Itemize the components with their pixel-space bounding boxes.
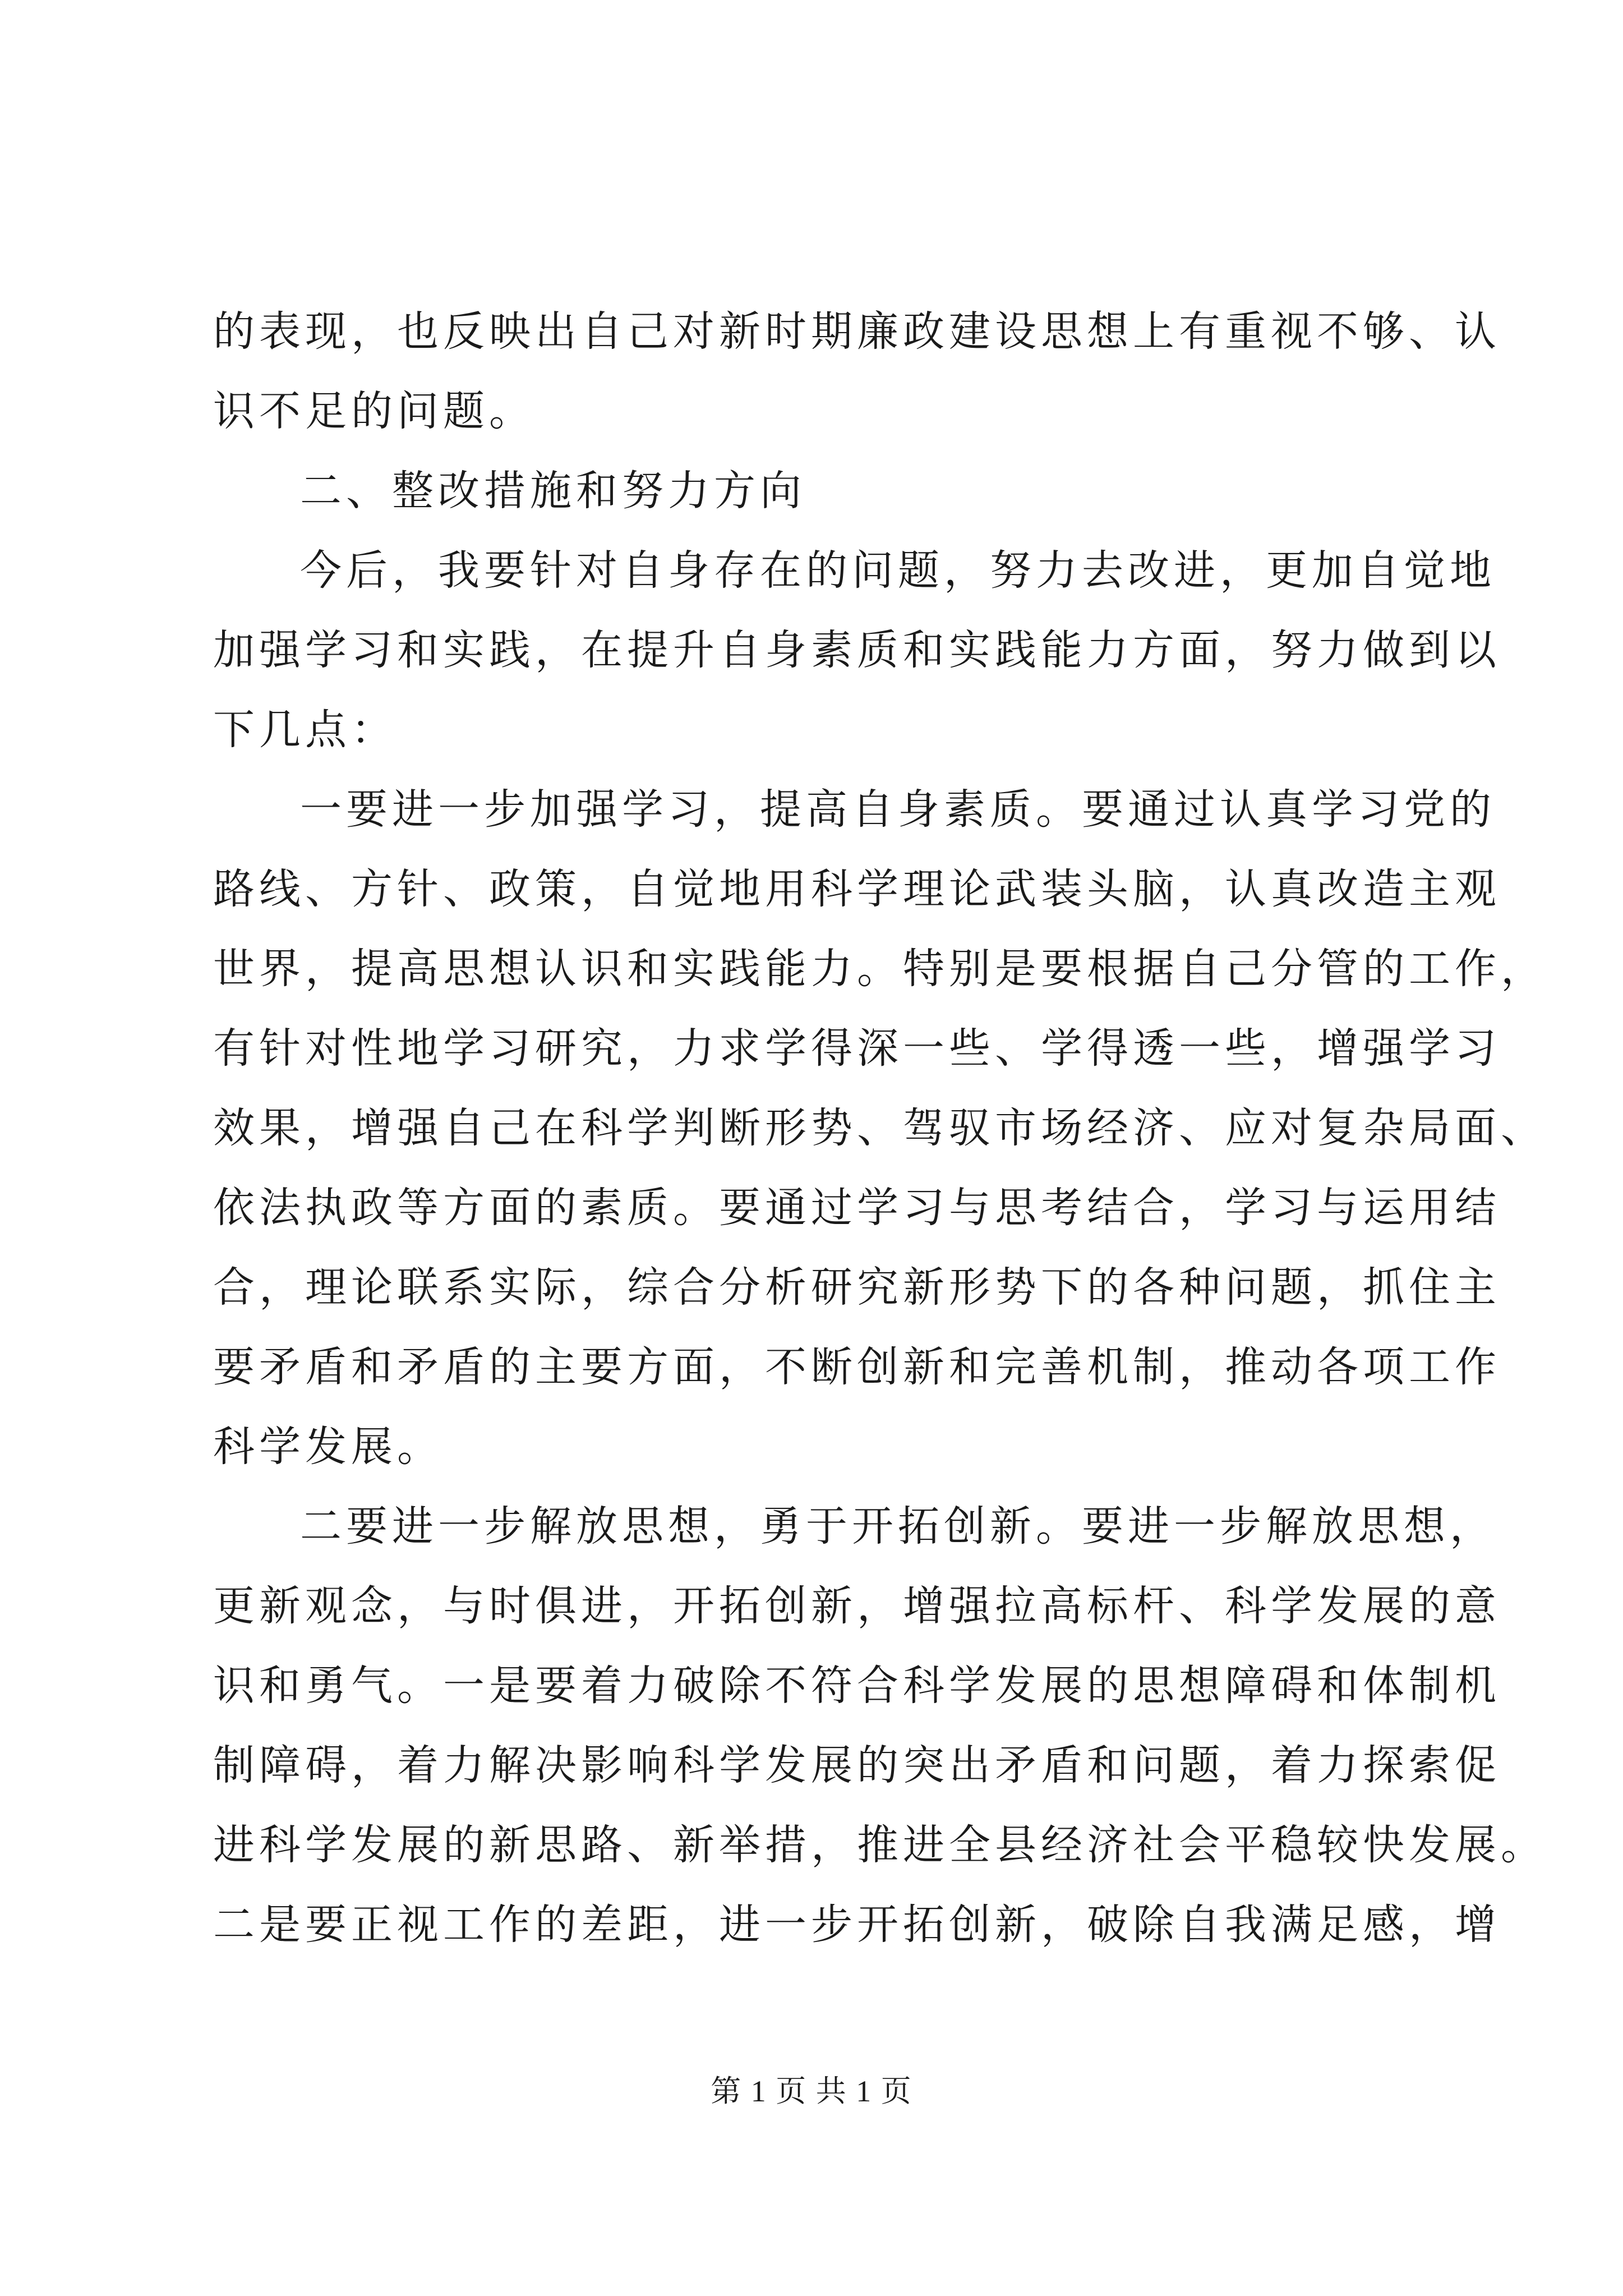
page-footer: 第 1 页 共 1 页: [711, 2074, 912, 2108]
text-line: 效果，增强自己在科学判断形势、驾驭市场经济、应对复杂局面、: [213, 1104, 1547, 1152]
text-line: 今后，我要针对自身存在的问题，努力去改进，更加自觉地: [300, 546, 1496, 595]
text-line: 要矛盾和矛盾的主要方面，不断创新和完善机制，推动各项工作: [213, 1343, 1501, 1391]
text-line: 加强学习和实践，在提升自身素质和实践能力方面，努力做到以: [213, 626, 1501, 674]
text-line: 二是要正视工作的差距，进一步开拓创新，破除自我满足感，增: [213, 1901, 1501, 1949]
section-heading: 二、整改措施和努力方向: [300, 467, 806, 515]
text-line: 识和勇气。一是要着力破除不符合科学发展的思想障碍和体制机: [213, 1662, 1501, 1710]
text-line: 进科学发展的新思路、新举措，推进全县经济社会平稳较快发展。: [213, 1821, 1547, 1869]
text-line: 下几点：: [213, 706, 397, 754]
text-line: 依法执政等方面的素质。要通过学习与思考结合，学习与运用结: [213, 1184, 1501, 1232]
text-line: 识不足的问题。: [213, 387, 535, 435]
text-line: 合，理论联系实际，综合分析研究新形势下的各种问题，抓住主: [213, 1263, 1501, 1312]
text-line: 有针对性地学习研究，力求学得深一些、学得透一些，增强学习: [213, 1024, 1501, 1073]
text-line: 科学发展。: [213, 1423, 443, 1471]
text-line: 的表现，也反映出自己对新时期廉政建设思想上有重视不够、认: [213, 307, 1501, 356]
text-line: 二要进一步解放思想，勇于开拓创新。要进一步解放思想，: [300, 1502, 1496, 1550]
text-line: 世界，提高思想认识和实践能力。特别是要根据自己分管的工作，: [213, 945, 1547, 993]
text-line: 路线、方针、政策，自觉地用科学理论武装头脑，认真改造主观: [213, 865, 1501, 913]
text-line: 一要进一步加强学习，提高自身素质。要通过认真学习党的: [300, 785, 1496, 834]
text-line: 更新观念，与时俱进，开拓创新，增强拉高标杆、科学发展的意: [213, 1582, 1501, 1630]
text-line: 制障碍，着力解决影响科学发展的突出矛盾和问题，着力探索促: [213, 1741, 1501, 1789]
document-body: [213, 292, 1547, 1964]
